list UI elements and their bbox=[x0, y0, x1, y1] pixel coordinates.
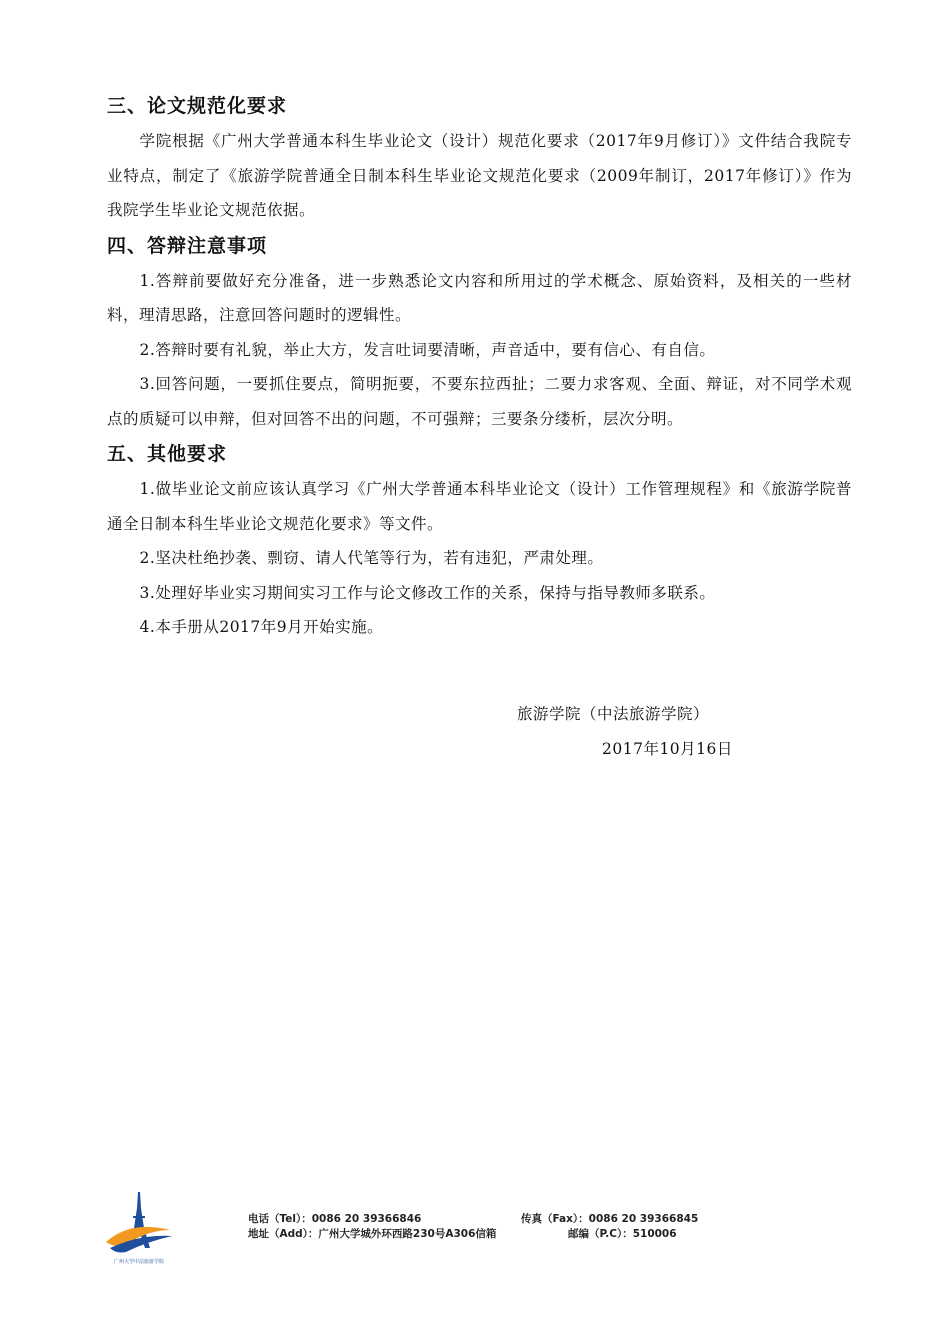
paragraph: 3.处理好毕业实习期间实习工作与论文修改工作的关系，保持与指导教师多联系。 bbox=[139, 583, 716, 602]
section-heading: 四、答辩注意事项 bbox=[107, 234, 268, 257]
page-footer bbox=[100, 1190, 860, 1270]
paragraph: 2.坚决杜绝抄袭、剽窃、请人代笔等行为，若有违犯，严肃处理。 bbox=[139, 549, 604, 567]
signature-date: 2017年10月16日 bbox=[602, 739, 733, 758]
section-heading: 三、论文规范化要求 bbox=[107, 95, 288, 117]
paragraph: 2.答辩时要有礼貌，举止大方，发言吐词要清晰，声音适中，要有信心、有自信。 bbox=[139, 340, 716, 359]
footer-fax: 传真（Fax）：0086 20 39366845 bbox=[521, 1213, 699, 1225]
paragraph: 1.答辩前要做好充分准备，进一步熟悉论文内容和所用过的学术概念、原始资料，及相关的一些材料，理清思路，注意回答问题时的逻辑性。 bbox=[107, 271, 852, 324]
document-body bbox=[107, 88, 852, 645]
paragraph: 学院根据《广州大学普通本科生毕业论文（设计）规范化要求（2017年9月修订）》文件结合我院专业特点，制定了《旅游学院普通全日制本科生毕业论文规范化要求（2009年制订，2017年修订）》作为我院学生毕业论文规范依据。 bbox=[107, 132, 852, 219]
paragraph: 3.回答问题，一要抓住要点，简明扼要，不要东拉西扯；二要力求客观、全面、辩证，对不同学术观点的质疑可以申辩，但对回答不出的问题，不可强辩；三要条分缕析，层次分明。 bbox=[107, 375, 852, 428]
paragraph: 4.本手册从2017年9月开始实施。 bbox=[139, 618, 384, 636]
footer-tel: 电话（Tel）：0086 20 39366846 bbox=[248, 1213, 422, 1225]
logo-caption: 广州大学中法旅游学院 bbox=[113, 1259, 165, 1265]
section-heading: 五、其他要求 bbox=[107, 443, 228, 465]
footer-postcode: 邮编（P.C）：510006 bbox=[568, 1228, 677, 1240]
signature-org: 旅游学院（中法旅游学院） bbox=[517, 705, 710, 723]
school-logo-icon bbox=[100, 1190, 178, 1268]
contact-info bbox=[248, 1212, 698, 1242]
signature-block bbox=[517, 697, 733, 766]
footer-address: 地址（Add）：广州大学城外环西路230号A306信箱 bbox=[248, 1228, 497, 1240]
paragraph: 1.做毕业论文前应该认真学习《广州大学普通本科毕业论文（设计）工作管理规程》和《旅游学院普通全日制本科生毕业论文规范化要求》等文件。 bbox=[107, 480, 852, 533]
